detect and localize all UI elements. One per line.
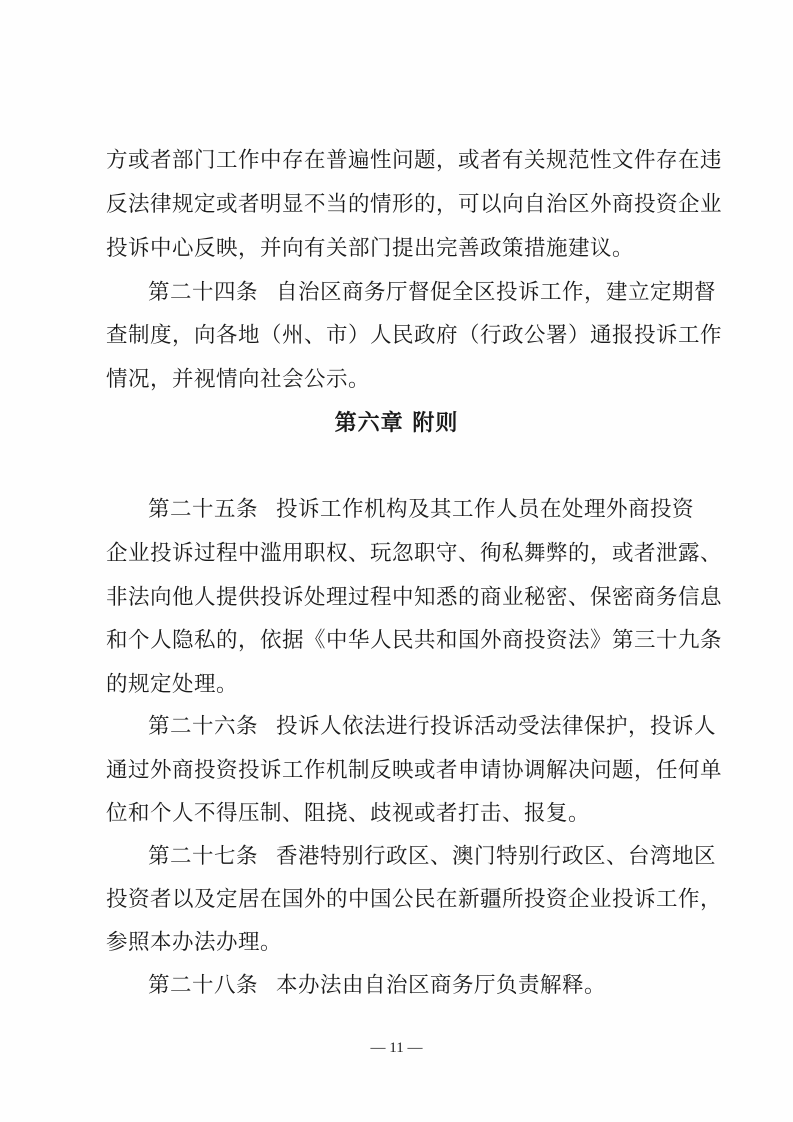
article-28-first-line (148, 971, 686, 1001)
article-text: 香港特别行政区、澳门特别行政区、台湾地区 (276, 844, 717, 869)
article-text: 投诉人依法进行投诉活动受法律保护，投诉人 (276, 714, 717, 739)
article-number: 第二十八条 (148, 973, 259, 998)
article-number: 第二十五条 (148, 497, 259, 522)
page-number: — 11 — (370, 1040, 423, 1056)
article-24-first-line (148, 278, 717, 308)
paragraph-line: 投资者以及定居在国外的中国公民在新疆所投资企业投诉工作， (106, 887, 723, 912)
paragraph-line: 反法律规定或者明显不当的情形的，可以向自治区外商投资企业 (106, 192, 723, 217)
article-26-first-line (148, 712, 717, 742)
paragraph-line: 和个人隐私的，依据《中华人民共和国外商投资法》第三十九条 (106, 628, 723, 653)
paragraph-line: 参照本办法办理。 (106, 930, 283, 955)
article-number: 第二十六条 (148, 714, 259, 739)
article-number: 第二十七条 (148, 844, 259, 869)
article-25-first-line (148, 495, 695, 525)
article-text: 投诉工作机构及其工作人员在处理外商投资 (276, 497, 695, 522)
paragraph-line: 通过外商投资投诉工作机制反映或者申请协调解决问题，任何单 (106, 758, 723, 783)
paragraph-line: 投诉中心反映，并向有关部门提出完善政策措施建议。 (106, 236, 635, 261)
paragraph-line: 企业投诉过程中滥用职权、玩忽职守、徇私舞弊的，或者泄露、 (106, 541, 723, 566)
paragraph-line: 方或者部门工作中存在普遍性问题，或者有关规范性文件存在违 (106, 148, 723, 173)
paragraph-line: 查制度，向各地（州、市）人民政府（行政公署）通报投诉工作 (106, 323, 723, 348)
article-27-first-line (148, 842, 717, 872)
paragraph-line: 的规定处理。 (106, 672, 239, 697)
paragraph-line: 非法向他人提供投诉处理过程中知悉的商业秘密、保密商务信息 (106, 585, 723, 610)
article-text: 本办法由自治区商务厅负责解释。 (276, 973, 607, 998)
article-text: 自治区商务厅督促全区投诉工作，建立定期督 (276, 280, 717, 305)
paragraph-line: 位和个人不得压制、阻挠、歧视或者打击、报复。 (106, 801, 591, 826)
article-number: 第二十四条 (148, 280, 259, 305)
paragraph-line: 情况，并视情向社会公示。 (106, 367, 371, 392)
chapter-title: 第六章 附则 (334, 411, 459, 436)
